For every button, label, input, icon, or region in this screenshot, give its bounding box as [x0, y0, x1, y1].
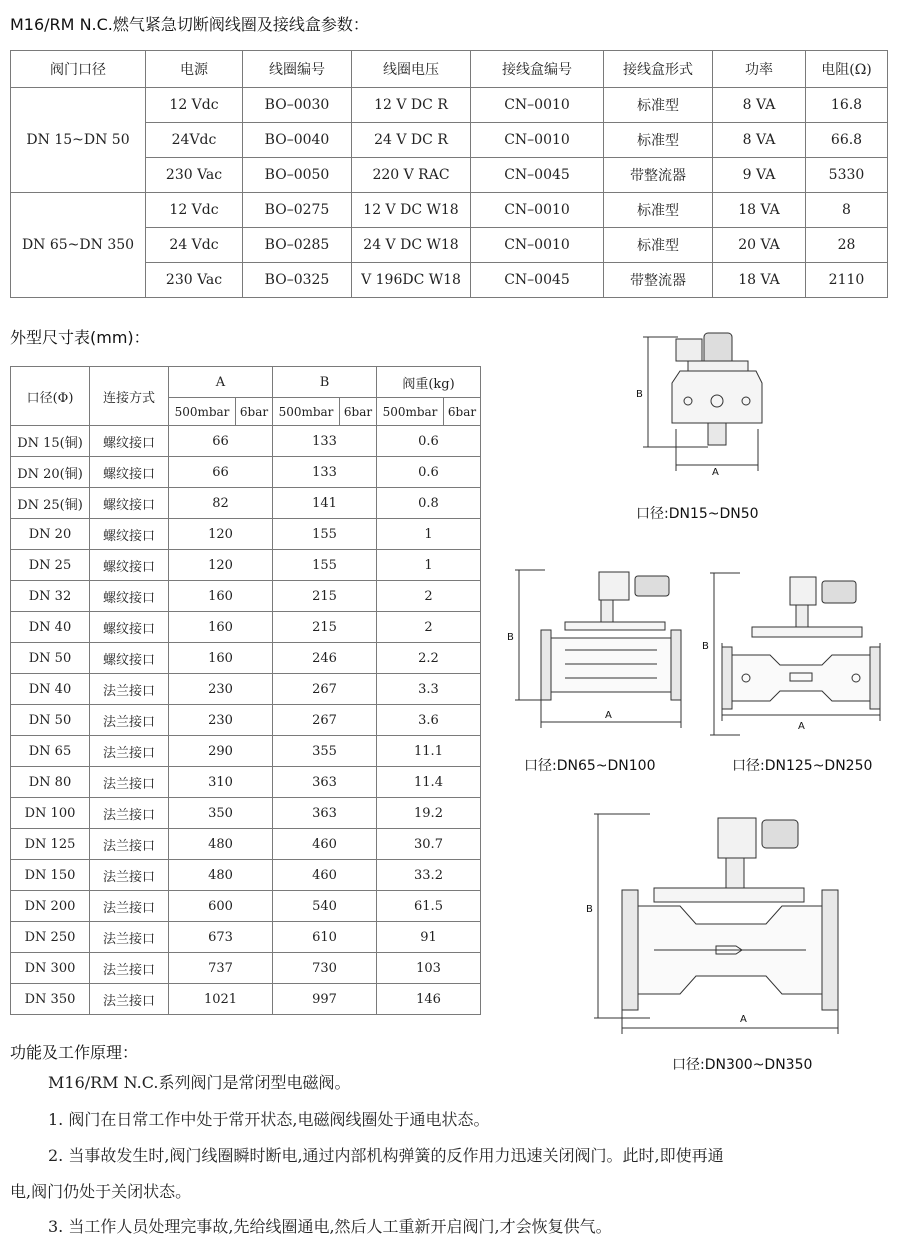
column-subheader: 6bar	[236, 398, 273, 426]
table-cell: 230 Vac	[146, 158, 243, 193]
table-cell: DN 50	[11, 643, 90, 674]
table-cell: 3.6	[377, 705, 481, 736]
table-cell: 230	[169, 705, 273, 736]
table-cell: 2110	[806, 263, 888, 298]
table-cell: 标准型	[604, 88, 713, 123]
table-cell: 螺纹接口	[90, 457, 169, 488]
table-cell: 标准型	[604, 193, 713, 228]
table-cell: 66.8	[806, 123, 888, 158]
table-cell: 1	[377, 519, 481, 550]
table-cell: 230 Vac	[146, 263, 243, 298]
table-row	[11, 984, 481, 1015]
table-cell: 法兰接口	[90, 767, 169, 798]
table-cell: 215	[273, 612, 377, 643]
table-cell: 267	[273, 674, 377, 705]
table-cell: 24 V DC R	[352, 123, 471, 158]
table-cell: 11.4	[377, 767, 481, 798]
table-row	[11, 457, 481, 488]
table-cell: V 196DC W18	[352, 263, 471, 298]
table-cell: 法兰接口	[90, 984, 169, 1015]
coil-box-icon	[718, 818, 756, 858]
table-cell: DN 50	[11, 705, 90, 736]
diagram-caption-xlarge: 口径:DN300~DN350	[672, 1057, 813, 1073]
table-cell: CN–0045	[471, 158, 604, 193]
table-cell: 12 Vdc	[146, 193, 243, 228]
table-cell: 460	[273, 860, 377, 891]
table-cell: 480	[169, 829, 273, 860]
table-cell: 460	[273, 829, 377, 860]
table-cell: DN 80	[11, 767, 90, 798]
table-cell: DN 15(铜)	[11, 426, 90, 457]
table-cell: 363	[273, 798, 377, 829]
table-cell: CN–0045	[471, 263, 604, 298]
dim-label-a: A	[740, 1014, 747, 1025]
table-cell: 91	[377, 922, 481, 953]
table-cell: DN 25(铜)	[11, 488, 90, 519]
table-row	[11, 519, 481, 550]
table-cell: 螺纹接口	[90, 488, 169, 519]
table-cell: DN 32	[11, 581, 90, 612]
table-cell: 8 VA	[713, 123, 806, 158]
dim-label-a: A	[798, 721, 805, 732]
table-row	[11, 705, 481, 736]
table-cell: 155	[273, 550, 377, 581]
table-row	[11, 674, 481, 705]
function-line: 2. 当事故发生时,阀门线圈瞬时断电,通过内部机构弹簧的反作用力迅速关闭阀门。此时,即使再通	[48, 1146, 724, 1165]
table-cell: 673	[169, 922, 273, 953]
table-cell: 8 VA	[713, 88, 806, 123]
table-cell: 带整流器	[604, 263, 713, 298]
table-cell: 737	[169, 953, 273, 984]
coil-box-icon	[599, 572, 629, 600]
table-cell: DN 125	[11, 829, 90, 860]
valve-diagram-medium	[505, 560, 690, 740]
table-cell: DN 150	[11, 860, 90, 891]
table-row	[11, 550, 481, 581]
valve-body-icon	[551, 638, 671, 692]
flange-left-icon	[541, 630, 551, 700]
table-cell: 66	[169, 426, 273, 457]
valve-size-cell: DN 65~DN 350	[11, 193, 146, 298]
column-header: 接线盒编号	[471, 51, 604, 88]
table-cell: 法兰接口	[90, 736, 169, 767]
table-row	[11, 736, 481, 767]
table-cell: 螺纹接口	[90, 612, 169, 643]
table-row	[11, 193, 888, 228]
coil-body-icon	[822, 581, 856, 603]
table-cell: 12 V DC W18	[352, 193, 471, 228]
coil-box-icon	[790, 577, 816, 605]
table-row	[11, 612, 481, 643]
table-cell: 24 Vdc	[146, 228, 243, 263]
table-row	[11, 88, 888, 123]
column-header: 接线盒形式	[604, 51, 713, 88]
diagram-caption-large: 口径:DN125~DN250	[732, 758, 873, 774]
flange-right-icon	[822, 890, 838, 1010]
table-cell: 246	[273, 643, 377, 674]
table-cell: 133	[273, 457, 377, 488]
table-cell: 363	[273, 767, 377, 798]
dim-label-b: B	[586, 904, 593, 915]
dimension-table	[10, 366, 481, 1015]
table-row	[11, 643, 481, 674]
function-line: 3. 当工作人员处理完事故,先给线圈通电,然后人工重新开启阀门,才会恢复供气。	[48, 1217, 612, 1236]
table-cell: DN 350	[11, 984, 90, 1015]
column-subheader: 6bar	[340, 398, 377, 426]
table-cell: 220 V RAC	[352, 158, 471, 193]
table-cell: 141	[273, 488, 377, 519]
table-cell: 18 VA	[713, 263, 806, 298]
column-subheader: 500mbar	[169, 398, 236, 426]
table-cell: 螺纹接口	[90, 581, 169, 612]
table-cell: 0.6	[377, 457, 481, 488]
table-cell: 61.5	[377, 891, 481, 922]
table-cell: 0.6	[377, 426, 481, 457]
table-cell: CN–0010	[471, 193, 604, 228]
column-subheader: 500mbar	[377, 398, 444, 426]
valve-stem-icon	[708, 423, 726, 445]
table-cell: BO–0275	[243, 193, 352, 228]
table-cell: 355	[273, 736, 377, 767]
flange-left-icon	[622, 890, 638, 1010]
table-row	[11, 860, 481, 891]
table-row	[11, 829, 481, 860]
table-cell: 3.3	[377, 674, 481, 705]
table-cell: 540	[273, 891, 377, 922]
table-cell: CN–0010	[471, 88, 604, 123]
valve-body-icon	[732, 655, 870, 701]
column-subheader: 6bar	[444, 398, 481, 426]
table-cell: 12 V DC R	[352, 88, 471, 123]
table-row	[11, 426, 481, 457]
column-header: 连接方式	[90, 367, 169, 426]
table-cell: 标准型	[604, 123, 713, 158]
dim-label-a: A	[712, 467, 719, 478]
table-cell: 290	[169, 736, 273, 767]
valve-body-icon	[672, 371, 762, 423]
function-line: 1. 阀门在日常工作中处于常开状态,电磁阀线圈处于通电状态。	[48, 1110, 490, 1129]
table-row	[11, 891, 481, 922]
table-cell: DN 20(铜)	[11, 457, 90, 488]
dim-label-b: B	[507, 632, 514, 643]
table-cell: 法兰接口	[90, 674, 169, 705]
coil-body-icon	[635, 576, 669, 596]
table-cell: 24Vdc	[146, 123, 243, 158]
table-cell: 215	[273, 581, 377, 612]
table-cell: 120	[169, 519, 273, 550]
diagram-caption-medium: 口径:DN65~DN100	[524, 758, 656, 774]
table-cell: DN 25	[11, 550, 90, 581]
table-cell: 160	[169, 612, 273, 643]
table-cell: 600	[169, 891, 273, 922]
table-cell: 730	[273, 953, 377, 984]
table-cell: 133	[273, 426, 377, 457]
table-cell: 28	[806, 228, 888, 263]
coil-parameter-table	[10, 50, 888, 298]
table-cell: 155	[273, 519, 377, 550]
table-cell: 997	[273, 984, 377, 1015]
table-cell: 螺纹接口	[90, 550, 169, 581]
table-cell: BO–0325	[243, 263, 352, 298]
table-cell: BO–0040	[243, 123, 352, 158]
coil-section-title: M16/RM N.C.燃气紧急切断阀线圈及接线盒参数：	[10, 15, 369, 34]
table-cell: 18 VA	[713, 193, 806, 228]
column-header: 阀重(kg)	[377, 367, 481, 398]
table-cell: DN 40	[11, 674, 90, 705]
table-row	[11, 953, 481, 984]
table-row	[11, 922, 481, 953]
table-row	[11, 488, 481, 519]
dim-label-b: B	[636, 389, 643, 400]
table-cell: DN 100	[11, 798, 90, 829]
table-cell: 20 VA	[713, 228, 806, 263]
function-section-title: 功能及工作原理：	[10, 1043, 139, 1062]
table-cell: DN 20	[11, 519, 90, 550]
table-cell: 5330	[806, 158, 888, 193]
table-cell: 2.2	[377, 643, 481, 674]
table-cell: BO–0050	[243, 158, 352, 193]
dim-label-b: B	[702, 641, 709, 652]
table-cell: DN 300	[11, 953, 90, 984]
flange-right-icon	[671, 630, 681, 700]
table-cell: 230	[169, 674, 273, 705]
table-cell: 螺纹接口	[90, 519, 169, 550]
table-cell: 标准型	[604, 228, 713, 263]
coil-box-icon	[676, 339, 702, 361]
table-cell: 33.2	[377, 860, 481, 891]
coil-table-header-row	[11, 51, 888, 88]
table-cell: 法兰接口	[90, 891, 169, 922]
table-cell: 30.7	[377, 829, 481, 860]
valve-diagram-large	[700, 565, 890, 745]
valve-diagram-xlarge	[580, 800, 850, 1035]
table-cell: 8	[806, 193, 888, 228]
column-header: A	[169, 367, 273, 398]
table-cell: 法兰接口	[90, 705, 169, 736]
flange-right-icon	[870, 647, 880, 709]
valve-diagram-small	[628, 325, 788, 490]
table-row	[11, 767, 481, 798]
table-cell: 16.8	[806, 88, 888, 123]
table-cell: 310	[169, 767, 273, 798]
column-header: B	[273, 367, 377, 398]
table-cell: 11.1	[377, 736, 481, 767]
function-line: 电,阀门仍处于关闭状态。	[10, 1182, 192, 1201]
table-cell: 法兰接口	[90, 798, 169, 829]
table-cell: 160	[169, 643, 273, 674]
table-cell: 120	[169, 550, 273, 581]
column-header: 线圈编号	[243, 51, 352, 88]
table-cell: DN 250	[11, 922, 90, 953]
table-cell: BO–0285	[243, 228, 352, 263]
table-cell: 1021	[169, 984, 273, 1015]
table-cell: 82	[169, 488, 273, 519]
dimension-section-title: 外型尺寸表(mm)：	[10, 328, 150, 347]
dim-label-a: A	[605, 710, 612, 721]
table-cell: CN–0010	[471, 228, 604, 263]
table-cell: CN–0010	[471, 123, 604, 158]
table-cell: 2	[377, 612, 481, 643]
valve-size-cell: DN 15~DN 50	[11, 88, 146, 193]
diagram-caption-small: 口径:DN15~DN50	[636, 506, 759, 522]
table-cell: 350	[169, 798, 273, 829]
table-cell: 12 Vdc	[146, 88, 243, 123]
column-subheader: 500mbar	[273, 398, 340, 426]
table-cell: 66	[169, 457, 273, 488]
column-header: 线圈电压	[352, 51, 471, 88]
table-cell: 法兰接口	[90, 860, 169, 891]
column-header: 功率	[713, 51, 806, 88]
table-cell: 19.2	[377, 798, 481, 829]
table-cell: DN 65	[11, 736, 90, 767]
table-cell: 螺纹接口	[90, 643, 169, 674]
column-header: 电阻(Ω)	[806, 51, 888, 88]
table-cell: 2	[377, 581, 481, 612]
table-cell: BO–0030	[243, 88, 352, 123]
table-cell: 9 VA	[713, 158, 806, 193]
table-row	[11, 581, 481, 612]
column-header: 口径(Φ)	[11, 367, 90, 426]
coil-body-icon	[762, 820, 798, 848]
table-cell: 160	[169, 581, 273, 612]
table-cell: 480	[169, 860, 273, 891]
table-cell: 带整流器	[604, 158, 713, 193]
table-cell: DN 200	[11, 891, 90, 922]
table-cell: 267	[273, 705, 377, 736]
table-cell: 610	[273, 922, 377, 953]
dimension-table-body	[11, 426, 481, 1015]
function-line: M16/RM N.C.系列阀门是常闭型电磁阀。	[48, 1073, 351, 1092]
table-cell: 0.8	[377, 488, 481, 519]
table-cell: 法兰接口	[90, 922, 169, 953]
table-cell: 螺纹接口	[90, 426, 169, 457]
table-cell: 24 V DC W18	[352, 228, 471, 263]
column-header: 阀门口径	[11, 51, 146, 88]
table-cell: 146	[377, 984, 481, 1015]
table-row	[11, 798, 481, 829]
flange-left-icon	[722, 647, 732, 709]
table-cell: 法兰接口	[90, 953, 169, 984]
table-cell: 法兰接口	[90, 829, 169, 860]
table-cell: 103	[377, 953, 481, 984]
dim-table-header-row	[11, 367, 481, 398]
column-header: 电源	[146, 51, 243, 88]
table-cell: DN 40	[11, 612, 90, 643]
table-cell: 1	[377, 550, 481, 581]
